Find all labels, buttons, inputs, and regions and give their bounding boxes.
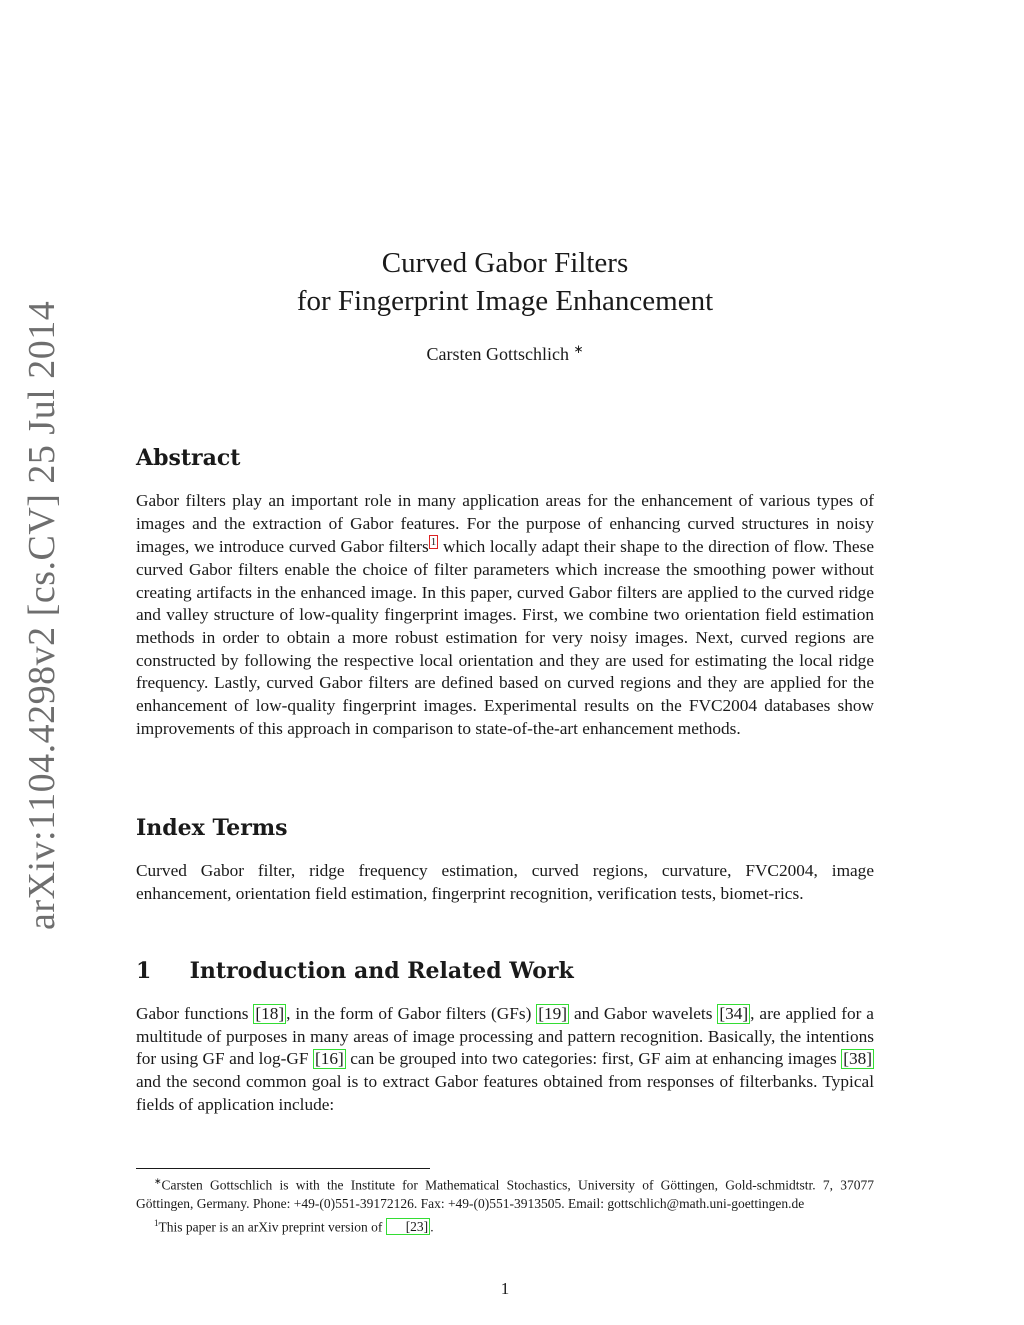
footnotes — [136, 1172, 874, 1237]
abstract-text-part2: which locally adapt their shape to the direction of flow. These curved Gabor filters enable the choice of filter parameters which increase the smoothing power without creating artifacts in the enhanced image. In this paper, curved Gabor filters are applied to the curved ridge and valley structure of low-quality fingerprint images. First, we combine two orientation field estimation methods in order to obtain a more robust estimation for very noisy images. Next, curved regions are constructed by following the respective local orientation and they are used for estimating the local ridge frequency. Lastly, curved Gabor filters are defined based on curved regions and they are applied for the enhancement of low-quality fingerprint images. Experimental results on the FVC2004 databases show improvements of this approach in comparison to state-of-the-art enhancement methods. — [136, 537, 874, 738]
intro-text-3: and Gabor wavelets — [569, 1004, 718, 1023]
intro-heading: 1 Introduction and Related Work — [136, 958, 574, 984]
footnote-1-mark: 1 — [154, 1217, 159, 1228]
footnote-1 — [136, 1214, 874, 1237]
page-number: 1 — [500, 1279, 510, 1298]
citation-38[interactable]: [38] — [843, 1049, 872, 1069]
footnote-author-text: Carsten Gottschlich is with the Institute for Mathematical Stochastics, University of Göttingen, Gold-schmidtstr. 7, 37077 Göttingen, Germany. Phone: +49-(0)551-39172126. Fax: +49-(0)551-3913505. Email: gottschlich@math.uni-goettingen.de — [136, 1177, 874, 1211]
index-terms-heading: Index Terms — [136, 815, 288, 841]
index-terms-text: Curved Gabor filter, ridge frequency estimation, curved regions, curvature, FVC2004, image enhancement, orientation field estimation, fingerprint recognition, verification tests, biomet-rics. — [136, 861, 874, 903]
author-name: Carsten Gottschlich — [426, 344, 569, 364]
author-line — [136, 342, 874, 365]
intro-text-5: can be grouped into two categories: first, GF aim at enhancing images — [345, 1049, 842, 1069]
footnote-1-text-after: . — [430, 1219, 434, 1234]
intro-text-1: Gabor functions — [136, 1004, 254, 1023]
footnote-1-text-before: This paper is an arXiv preprint version of — [158, 1219, 386, 1234]
footnote-author-mark: ∗ — [154, 1176, 162, 1186]
citation-23[interactable]: [23] — [386, 1218, 431, 1235]
footnote-divider — [136, 1168, 430, 1169]
intro-text-6: and the second common goal is to extract Gabor features obtained from responses of filterbanks. Typical fields of application include: — [136, 1072, 874, 1114]
citation-19[interactable]: [19] — [538, 1004, 568, 1023]
intro-text-2: , in the form of Gabor filters (GFs) — [286, 1004, 537, 1023]
paper-title — [136, 244, 874, 320]
abstract-heading: Abstract — [136, 445, 241, 471]
citation-16[interactable]: [16] — [314, 1049, 344, 1069]
author-footnote-mark[interactable]: ∗ — [573, 342, 584, 356]
footnote-author — [136, 1172, 874, 1214]
intro-paragraph — [136, 1003, 874, 1117]
abstract-text-part1: Gabor filters play an important role in many application areas for the enhancement of various types of images and the extraction of Gabor features. For the purpose of enhancing curved structures in noisy images, we introduce curved Gabor filters — [136, 491, 874, 557]
title-line-2: for Fingerprint Image Enhancement — [296, 285, 714, 317]
citation-18[interactable]: [18] — [255, 1004, 285, 1023]
footnote-1-link[interactable]: 1 — [430, 536, 437, 549]
citation-34[interactable]: [34] — [719, 1004, 749, 1023]
intro-text-4: , are applied for a multitude of purposes in many areas of image processing and pattern recognition. Basically, the intentions for using GF and log-GF — [136, 1004, 874, 1069]
arxiv-identifier-stamp: arXiv:1104.4298v2 [cs.CV] 25 Jul 2014 — [21, 300, 63, 930]
abstract-text — [136, 490, 874, 741]
title-line-1: Curved Gabor Filters — [381, 247, 629, 279]
